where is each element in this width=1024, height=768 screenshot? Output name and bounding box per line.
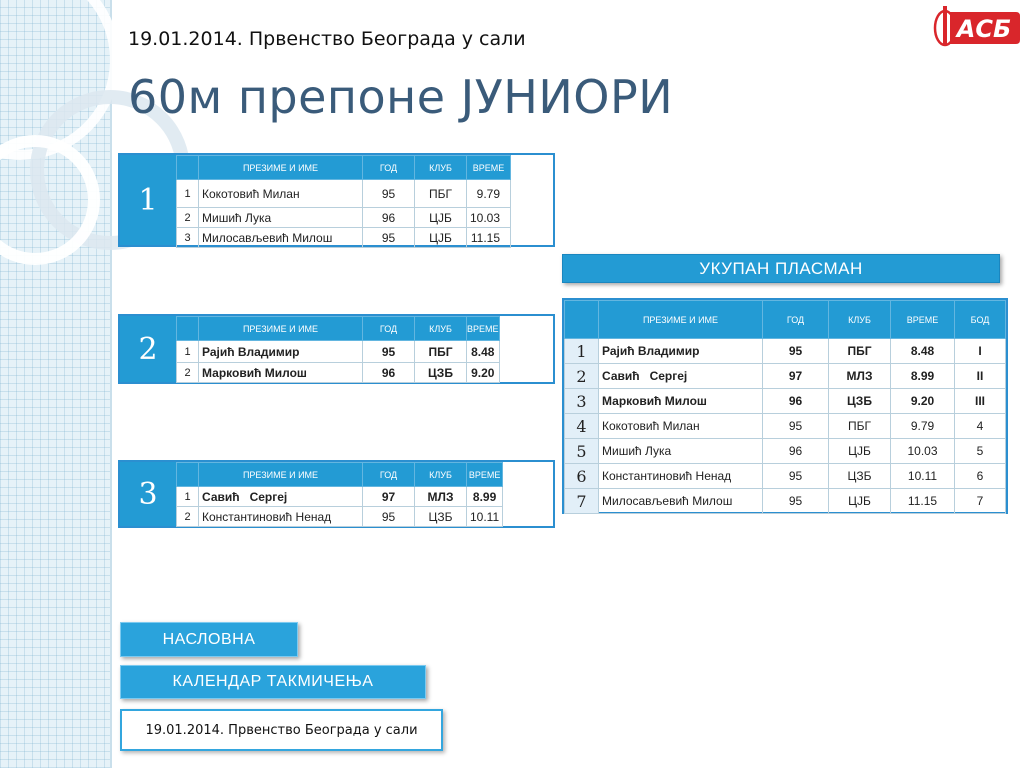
time-cell: 9.79 xyxy=(891,414,955,439)
year-cell: 96 xyxy=(363,363,415,383)
time-cell: 10.11 xyxy=(891,464,955,489)
time-cell: 8.48 xyxy=(467,341,500,363)
athlete-name-cell: Милосављевић Милош xyxy=(599,489,763,514)
table-header-row xyxy=(177,156,511,180)
year-cell: 95 xyxy=(363,180,415,208)
page-title: 60м препоне ЈУНИОРИ xyxy=(128,70,674,124)
time-cell: 9.20 xyxy=(467,363,500,383)
place-cell: 1 xyxy=(177,487,199,507)
place-header xyxy=(177,463,199,487)
athlete-name-cell: Рајић Владимир xyxy=(199,341,363,363)
place-cell: 4 xyxy=(565,414,599,439)
table-row xyxy=(565,439,1006,464)
club-cell: МЛЗ xyxy=(829,364,891,389)
club-header: КЛУБ xyxy=(829,301,891,339)
year-cell: 95 xyxy=(763,489,829,514)
year-header: ГОД xyxy=(363,156,415,180)
points-cell: II xyxy=(955,364,1006,389)
points-cell: I xyxy=(955,339,1006,364)
club-cell: ЦЗБ xyxy=(415,507,467,527)
decorative-circle xyxy=(0,0,120,160)
year-cell: 96 xyxy=(763,389,829,414)
name-header: ПРЕЗИМЕ И ИМЕ xyxy=(199,156,363,180)
club-cell: ЦЗБ xyxy=(829,389,891,414)
club-cell: ЦЈБ xyxy=(415,228,467,248)
table-row xyxy=(177,363,500,383)
table-row xyxy=(565,389,1006,414)
athlete-name-cell: Константиновић Ненад xyxy=(599,464,763,489)
table-row xyxy=(565,464,1006,489)
event-link-button[interactable]: 19.01.2014. Првенство Београда у сали xyxy=(120,709,443,751)
name-header: ПРЕЗИМЕ И ИМЕ xyxy=(199,463,363,487)
time-cell: 8.99 xyxy=(467,487,503,507)
club-cell: ПБГ xyxy=(415,341,467,363)
athlete-name-cell: Марковић Милош xyxy=(599,389,763,414)
year-cell: 95 xyxy=(763,414,829,439)
time-cell: 10.11 xyxy=(467,507,503,527)
club-cell: ЦЈБ xyxy=(829,489,891,514)
club-cell: ЦЈБ xyxy=(415,208,467,228)
athlete-name-cell: Мишић Лука xyxy=(199,208,363,228)
year-cell: 95 xyxy=(763,464,829,489)
name-header: ПРЕЗИМЕ И ИМЕ xyxy=(199,317,363,341)
table-row xyxy=(177,228,511,248)
year-cell: 96 xyxy=(763,439,829,464)
year-cell: 97 xyxy=(763,364,829,389)
heat-1-table xyxy=(118,153,555,247)
athlete-name-cell: Рајић Владимир xyxy=(599,339,763,364)
club-cell: МЛЗ xyxy=(415,487,467,507)
year-cell: 95 xyxy=(363,341,415,363)
time-cell: 9.79 xyxy=(467,180,511,208)
athlete-name-cell: Милосављевић Милош xyxy=(199,228,363,248)
points-cell: 4 xyxy=(955,414,1006,439)
place-cell: 6 xyxy=(565,464,599,489)
place-cell: 3 xyxy=(177,228,199,248)
time-cell: 10.03 xyxy=(467,208,511,228)
place-cell: 1 xyxy=(177,180,199,208)
athlete-name-cell: Савић Сергеј xyxy=(199,487,363,507)
heat-number: 3 xyxy=(120,462,176,526)
points-header: БОД xyxy=(955,301,1006,339)
time-header: ВРЕМЕ xyxy=(467,156,511,180)
table-row xyxy=(177,341,500,363)
table-row xyxy=(177,487,503,507)
table-header-row xyxy=(177,463,503,487)
place-cell: 1 xyxy=(177,341,199,363)
athlete-name-cell: Мишић Лука xyxy=(599,439,763,464)
club-cell: ЦЗБ xyxy=(415,363,467,383)
year-cell: 96 xyxy=(363,208,415,228)
place-header xyxy=(565,301,599,339)
heat-number: 1 xyxy=(120,155,176,245)
table-row xyxy=(177,208,511,228)
competition-calendar-button[interactable]: КАЛЕНДАР ТАКМИЧЕЊА xyxy=(120,665,426,699)
time-header: ВРЕМЕ xyxy=(467,317,500,341)
time-cell: 11.15 xyxy=(467,228,511,248)
club-cell: ПБГ xyxy=(415,180,467,208)
year-header: ГОД xyxy=(363,463,415,487)
points-cell: 5 xyxy=(955,439,1006,464)
time-cell: 10.03 xyxy=(891,439,955,464)
club-cell: ПБГ xyxy=(829,339,891,364)
time-cell: 9.20 xyxy=(891,389,955,414)
place-cell: 3 xyxy=(565,389,599,414)
club-cell: ЦЗБ xyxy=(829,464,891,489)
overall-standings-title: УКУПАН ПЛАСМАН xyxy=(562,254,1000,283)
club-header: КЛУБ xyxy=(415,317,467,341)
heat-3-table xyxy=(118,460,555,528)
club-header: КЛУБ xyxy=(415,156,467,180)
club-cell: ЦЈБ xyxy=(829,439,891,464)
year-cell: 95 xyxy=(363,507,415,527)
logo-text: АСБ xyxy=(956,15,1012,43)
athlete-name-cell: Кокотовић Милан xyxy=(599,414,763,439)
time-cell: 8.48 xyxy=(891,339,955,364)
heat-results-table xyxy=(176,155,511,248)
place-cell: 2 xyxy=(177,363,199,383)
heat-results-table xyxy=(176,462,503,527)
athlete-name-cell: Кокотовић Милан xyxy=(199,180,363,208)
place-header xyxy=(177,317,199,341)
table-row xyxy=(177,180,511,208)
table-row xyxy=(565,339,1006,364)
year-cell: 95 xyxy=(363,228,415,248)
year-header: ГОД xyxy=(763,301,829,339)
time-cell: 11.15 xyxy=(891,489,955,514)
athlete-name-cell: Савић Сергеј xyxy=(599,364,763,389)
home-button[interactable]: НАСЛОВНА xyxy=(120,622,298,657)
decorative-side-strip xyxy=(0,0,112,768)
athlete-name-cell: Константиновић Ненад xyxy=(199,507,363,527)
time-header: ВРЕМЕ xyxy=(891,301,955,339)
heat-results-table xyxy=(176,316,500,383)
athlete-name-cell: Марковић Милош xyxy=(199,363,363,383)
heat-2-table xyxy=(118,314,555,384)
year-header: ГОД xyxy=(363,317,415,341)
place-cell: 2 xyxy=(177,507,199,527)
table-row xyxy=(565,364,1006,389)
table-row xyxy=(177,507,503,527)
table-header-row xyxy=(177,317,500,341)
place-cell: 1 xyxy=(565,339,599,364)
heat-number: 2 xyxy=(120,316,176,382)
points-cell: 6 xyxy=(955,464,1006,489)
table-row xyxy=(565,489,1006,514)
name-header: ПРЕЗИМЕ И ИМЕ xyxy=(599,301,763,339)
decorative-circle xyxy=(0,135,100,265)
time-header: ВРЕМЕ xyxy=(467,463,503,487)
event-date-title: 19.01.2014. Првенство Београда у сали xyxy=(128,28,526,50)
points-cell: III xyxy=(955,389,1006,414)
asb-logo xyxy=(932,4,1022,48)
place-header xyxy=(177,156,199,180)
place-cell: 7 xyxy=(565,489,599,514)
points-cell: 7 xyxy=(955,489,1006,514)
table-header-row xyxy=(565,301,1006,339)
club-cell: ПБГ xyxy=(829,414,891,439)
place-cell: 2 xyxy=(565,364,599,389)
standings-table xyxy=(564,300,1006,514)
place-cell: 2 xyxy=(177,208,199,228)
year-cell: 95 xyxy=(763,339,829,364)
time-cell: 8.99 xyxy=(891,364,955,389)
overall-standings-table xyxy=(562,298,1008,514)
place-cell: 5 xyxy=(565,439,599,464)
club-header: КЛУБ xyxy=(415,463,467,487)
year-cell: 97 xyxy=(363,487,415,507)
table-row xyxy=(565,414,1006,439)
